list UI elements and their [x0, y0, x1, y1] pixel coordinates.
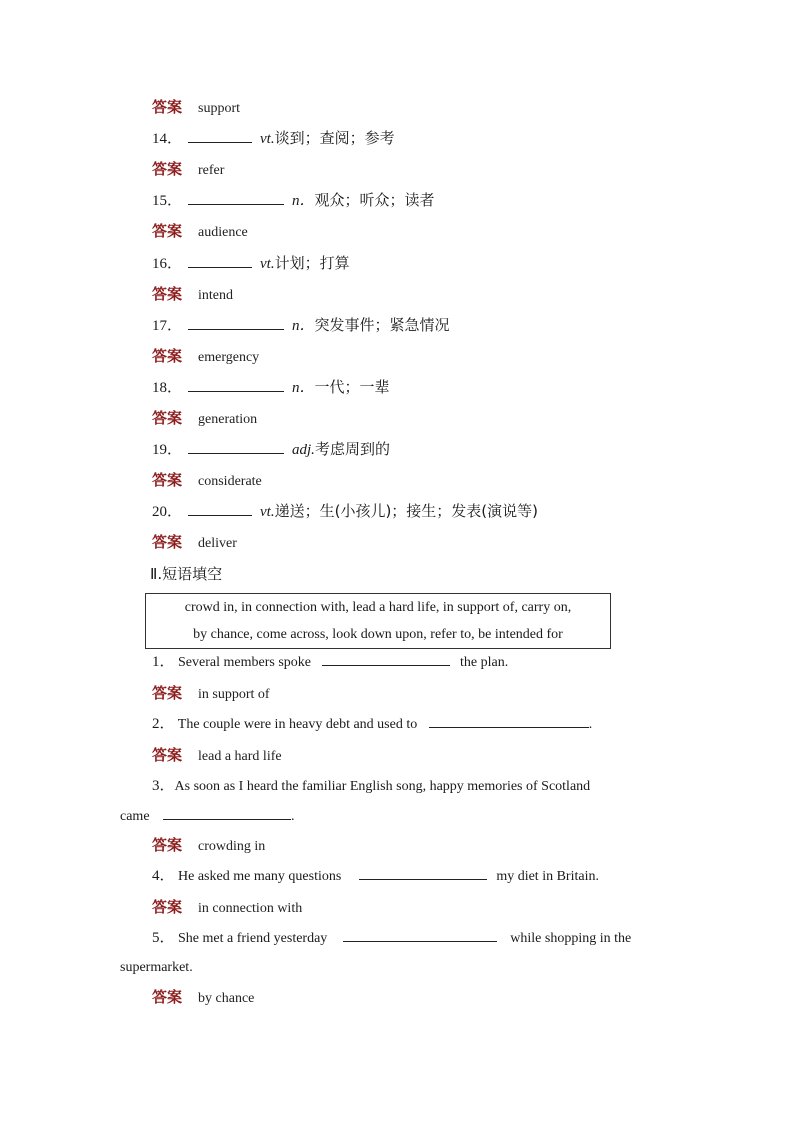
sentence-5: 5． She met a friend yesterday while shopping in the	[152, 927, 672, 949]
answer-text: audience	[198, 225, 248, 241]
answer-blank[interactable]	[188, 253, 252, 268]
answer-text: support	[198, 101, 241, 116]
answer-text: deliver	[198, 536, 237, 552]
answer-label: 答案	[152, 836, 183, 854]
answer-blank[interactable]	[188, 377, 284, 392]
answer-blank[interactable]	[163, 805, 291, 820]
vocab-question	[152, 127, 395, 149]
section-title: Ⅱ.短语填空	[150, 565, 223, 583]
answer-row	[152, 896, 302, 918]
answer-label: 答案	[152, 98, 183, 116]
phrase-box-line-2: by chance, come across, look down upon, refer to, be intended for	[193, 627, 563, 642]
answer-row	[152, 220, 248, 242]
meaning: 一代；一辈	[314, 377, 390, 396]
answer-text: emergency	[198, 349, 260, 365]
part-of-speech: vt.	[260, 504, 275, 521]
answer-label: 答案	[152, 533, 183, 552]
answer-blank[interactable]	[188, 128, 252, 143]
answer-text: crowding in	[198, 839, 266, 854]
phrase-box-line-1: crowd in, in connection with, lead a hard life, in support of, carry on,	[184, 600, 572, 615]
part-of-speech: vt.	[260, 131, 275, 148]
sentence-1: 1． Several members spoke the plan.	[152, 651, 672, 673]
vocab-question	[152, 314, 450, 336]
vocab-question	[152, 438, 390, 460]
answer-text: refer	[198, 163, 225, 179]
answer-text: by chance	[198, 991, 255, 1006]
answer-text: considerate	[198, 474, 262, 490]
phrase-box	[145, 593, 611, 649]
answer-text: lead a hard life	[198, 749, 282, 764]
sentence-4: 4． He asked me many questions my diet in Britain.	[152, 865, 672, 887]
part-of-speech: n．	[292, 193, 315, 210]
vocab-question	[152, 376, 390, 398]
answer-label: 答案	[152, 988, 183, 1006]
answer-row	[152, 283, 233, 305]
answer-blank[interactable]	[359, 865, 487, 880]
question-number: 18．	[152, 379, 183, 396]
answer-label: 答案	[152, 471, 183, 490]
answer-label: 答案	[152, 684, 183, 702]
answer-row	[152, 682, 270, 704]
answer-row	[152, 531, 237, 553]
answer-label: 答案	[152, 160, 183, 179]
answer-text: generation	[198, 412, 258, 427]
meaning: 突发事件；紧急情况	[314, 315, 450, 334]
answer-blank[interactable]	[188, 190, 284, 205]
answer-blank[interactable]	[188, 501, 252, 516]
answer-text: in connection with	[198, 901, 303, 916]
answer-label: 答案	[152, 898, 183, 916]
answer-text: in support of	[198, 687, 270, 702]
answer-row	[152, 96, 240, 118]
answer-label: 答案	[152, 284, 183, 303]
question-number: 20．	[152, 504, 183, 521]
answer-blank[interactable]	[343, 927, 497, 942]
answer-label: 答案	[152, 746, 183, 764]
meaning: 考虑周到的	[314, 440, 390, 459]
sentence-3-continued: came .	[120, 805, 295, 827]
answer-blank[interactable]	[322, 651, 450, 666]
question-number: 17．	[152, 317, 183, 334]
answer-row	[152, 744, 282, 766]
meaning: 谈到；查阅；参考	[274, 129, 395, 148]
part-of-speech: vt.	[260, 255, 275, 272]
sentence-5-continued: supermarket.	[120, 960, 193, 975]
answer-blank[interactable]	[188, 439, 284, 454]
question-number: 14．	[152, 131, 183, 148]
answer-row	[152, 345, 259, 367]
question-number: 16．	[152, 255, 183, 272]
answer-text: intend	[198, 287, 234, 303]
meaning: 观众；听众；读者	[314, 191, 435, 210]
question-number: 15．	[152, 193, 183, 210]
part-of-speech: n．	[292, 317, 315, 334]
part-of-speech: adj.	[292, 442, 315, 459]
answer-label: 答案	[152, 222, 183, 241]
question-number: 19．	[152, 442, 183, 459]
answer-row	[152, 407, 257, 429]
sentence-2: 2． The couple were in heavy debt and used to .	[152, 713, 672, 735]
vocab-question	[152, 189, 435, 211]
answer-blank[interactable]	[188, 315, 284, 330]
vocab-question	[152, 252, 350, 274]
answer-label: 答案	[152, 409, 183, 427]
meaning: 递送；生(小孩儿)；接生；发表(演说等)	[274, 502, 539, 521]
sentence-3: 3．As soon as I heard the familiar English song, happy memories of Scotland	[152, 778, 591, 794]
answer-blank[interactable]	[429, 713, 589, 728]
meaning: 计划；打算	[274, 253, 350, 272]
answer-row	[152, 986, 254, 1008]
answer-row	[152, 834, 265, 856]
vocab-question	[152, 500, 538, 522]
answer-row	[152, 469, 262, 491]
answer-row	[152, 158, 224, 180]
answer-label: 答案	[152, 346, 183, 365]
part-of-speech: n．	[292, 379, 315, 396]
